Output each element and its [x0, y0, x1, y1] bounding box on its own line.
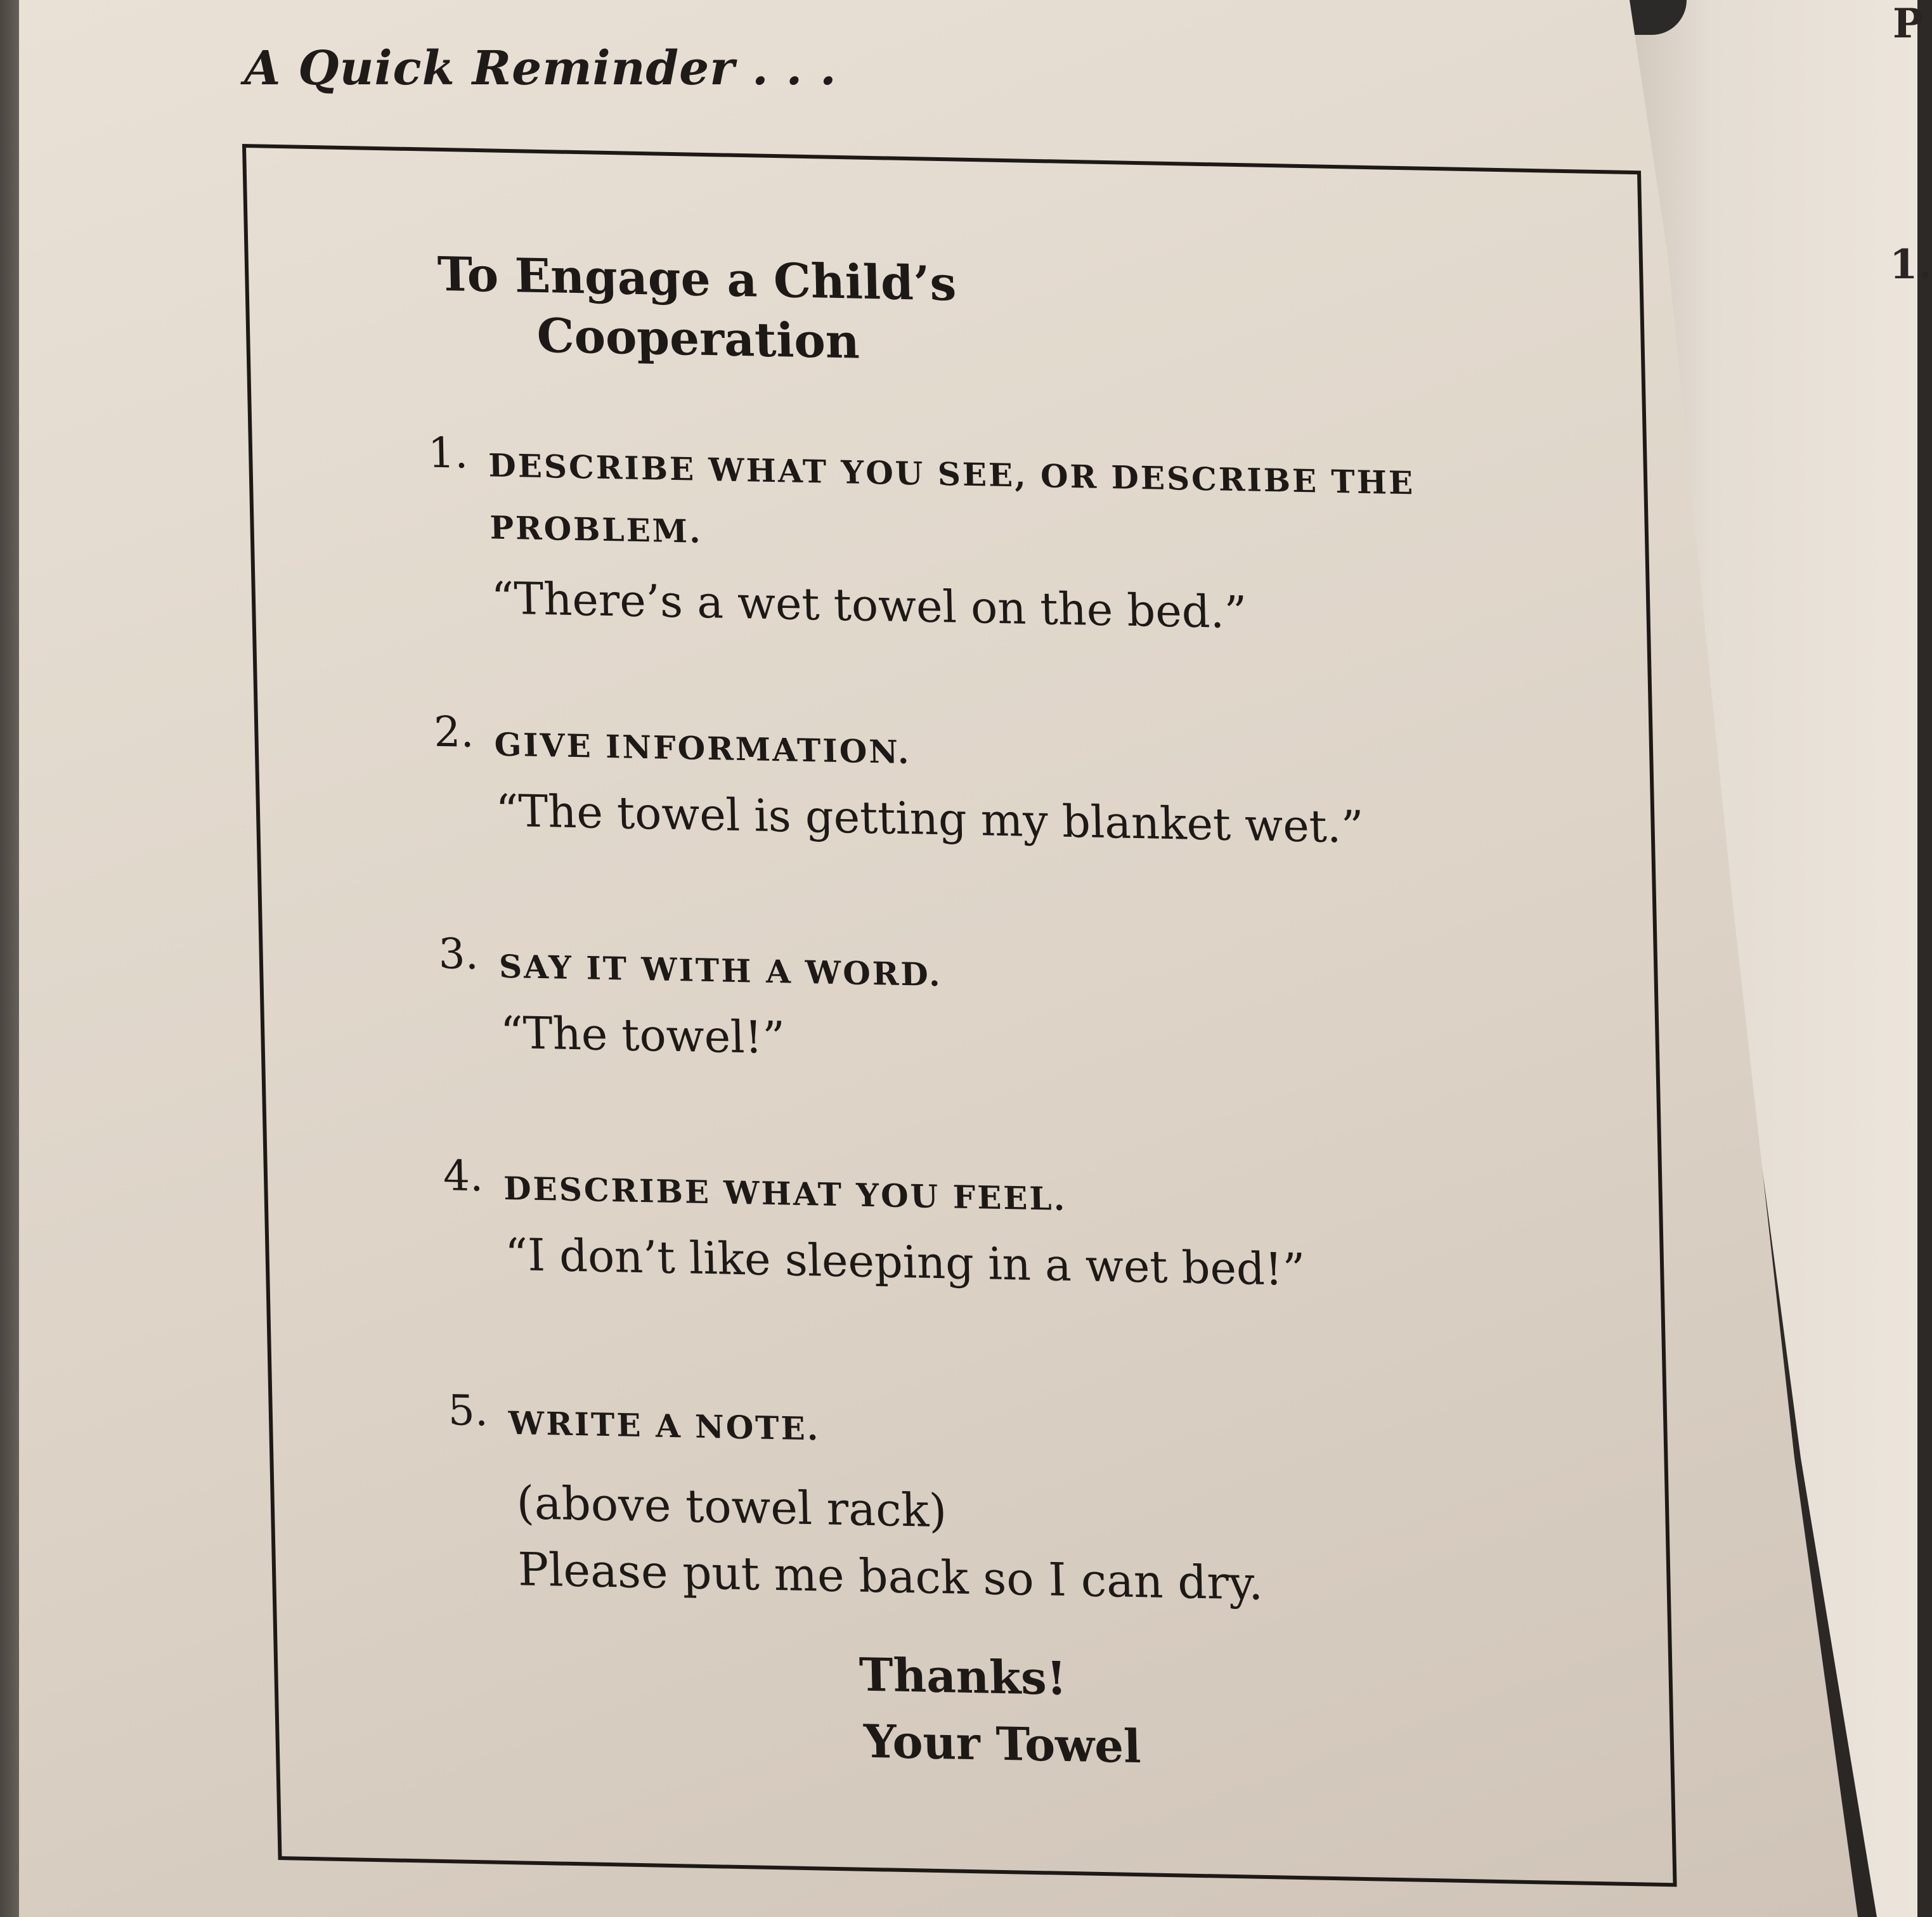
- right-page-glyph-top: P: [1893, 0, 1924, 48]
- box-title-line-1: To Engage a Child’s: [437, 247, 957, 312]
- item-heading: SAY IT WITH A WORD.: [498, 947, 942, 994]
- item-heading: WRITE A NOTE.: [508, 1404, 820, 1448]
- item-number: 3.: [438, 929, 479, 979]
- note-line-2: Please put me back so I can dry.: [517, 1542, 1264, 1610]
- running-head: A Quick Reminder . . .: [244, 41, 837, 96]
- item-number: 4.: [443, 1151, 484, 1201]
- right-page-glyph-number: 1.: [1890, 241, 1932, 288]
- note-signoff-name: Your Towel: [863, 1714, 1142, 1774]
- item-number: 5.: [447, 1386, 489, 1436]
- item-number: 2.: [433, 707, 475, 757]
- note-signoff-thanks: Thanks!: [859, 1647, 1067, 1705]
- item-quote: “I don’t like sleeping in a wet bed!”: [504, 1228, 1306, 1296]
- note-line-1: (above towel rack): [515, 1476, 947, 1538]
- box-title: [246, 241, 1149, 377]
- item-quote: “The towel is getting my blanket wet.”: [495, 784, 1365, 853]
- item-heading: DESCRIBE WHAT YOU SEE, OR DESCRIBE THE PROBLEM.: [488, 446, 1415, 550]
- item-number: 1.: [427, 428, 469, 478]
- item-heading: DESCRIBE WHAT YOU FEEL.: [503, 1169, 1067, 1218]
- box-title-line-2: Cooperation: [536, 308, 860, 370]
- reminder-box: [244, 146, 1675, 1885]
- item-quote: “There’s a wet towel on the bed.”: [490, 572, 1248, 639]
- item-quote: “The towel!”: [500, 1006, 786, 1064]
- item-heading: GIVE INFORMATION.: [493, 725, 911, 771]
